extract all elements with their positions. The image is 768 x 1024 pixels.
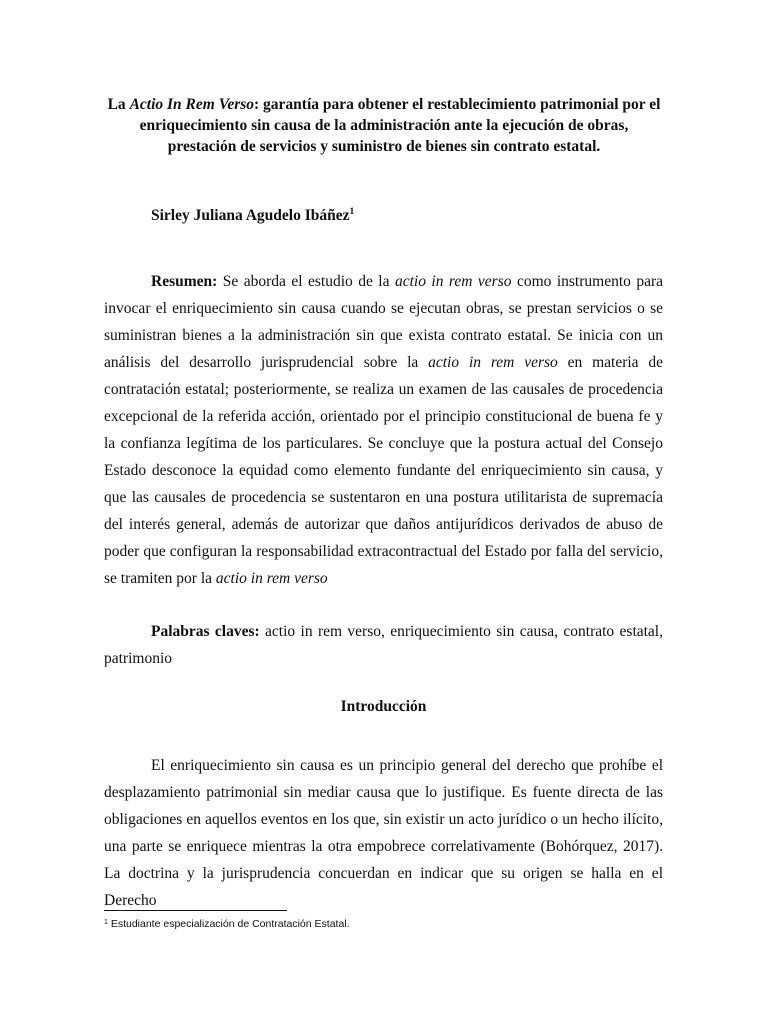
keywords-text: actio in rem verso, enriquecimiento sin causa, contrato estatal, patrimonio [104, 623, 663, 667]
footnote-text: Estudiante especialización de Contratación Estatal. [107, 918, 350, 930]
footnote [104, 918, 350, 930]
introduction-heading: Introducción [340, 698, 427, 715]
abstract-label: Resumen: [151, 273, 218, 290]
abstract-italic-2: actio in rem verso [428, 354, 558, 371]
author-footnote-mark: 1 [349, 207, 355, 217]
title-italic: Actio In Rem Verso [129, 96, 255, 113]
abstract-italic-3: actio in rem verso [215, 570, 328, 587]
abstract-text-1: Se aborda el estudio de la [217, 273, 395, 290]
footnote-separator [104, 910, 287, 911]
abstract-paragraph [104, 268, 663, 592]
introduction-text: El enriquecimiento sin causa es un principio general del derecho que prohíbe el desplazamiento patrimonial sin mediar causa que lo justifique. Es fuente directa de las obligaciones en aquellos eventos en los que, sin existir un acto jurídico o un hecho ilícito, una parte se enriquece mientras la otra empobrece correlativamente (Bohórquez, 2017). La doctrina y la jurisprudencia concuerdan en indicar que su origen se halla en el Derecho [104, 757, 663, 909]
introduction-paragraph [104, 752, 663, 914]
footnote-mark: 1 [104, 919, 108, 926]
abstract-text-2: como instrumento para invocar el enriquecimiento sin causa cuando se ejecutan obras, se prestan servicios o se suministran bienes a la administración sin que exista contrato estatal. Se inicia con un análisis del desarrollo jurisprudencial sobre la [104, 273, 664, 371]
author-line [151, 207, 354, 225]
keywords-paragraph [104, 618, 663, 672]
keywords-label: Palabras claves: [151, 623, 260, 640]
author-name: Sirley Juliana Agudelo Ibáñez [151, 207, 350, 224]
title-rest: : garantía para obtener el restablecimiento patrimonial por el enriquecimiento sin causa de la administración ante la ejecución de obras, prestación de servicios y suministro de bienes sin contrato estatal. [139, 96, 661, 155]
document-title [104, 94, 664, 157]
title-prefix: La [107, 96, 130, 113]
abstract-italic-1: actio in rem verso [394, 273, 512, 290]
abstract-text-3: en materia de contratación estatal; posteriormente, se realiza un examen de las causales de procedencia excepcional de la referida acción, orientado por el principio constitucional de buena fe y la confianza legítima de los particulares. Se concluye que la postura actual del Consejo Estado desconoce la equidad como elemento fundante del enriquecimiento sin causa, y que las causales de procedencia se sustentaron en una postura utilitarista de supremacía del interés general, además de autorizar que daños antijurídicos derivados de abuso de poder que configuran la responsabilidad extracontractual del Estado por falla del servicio, se tramiten por la [104, 354, 664, 587]
